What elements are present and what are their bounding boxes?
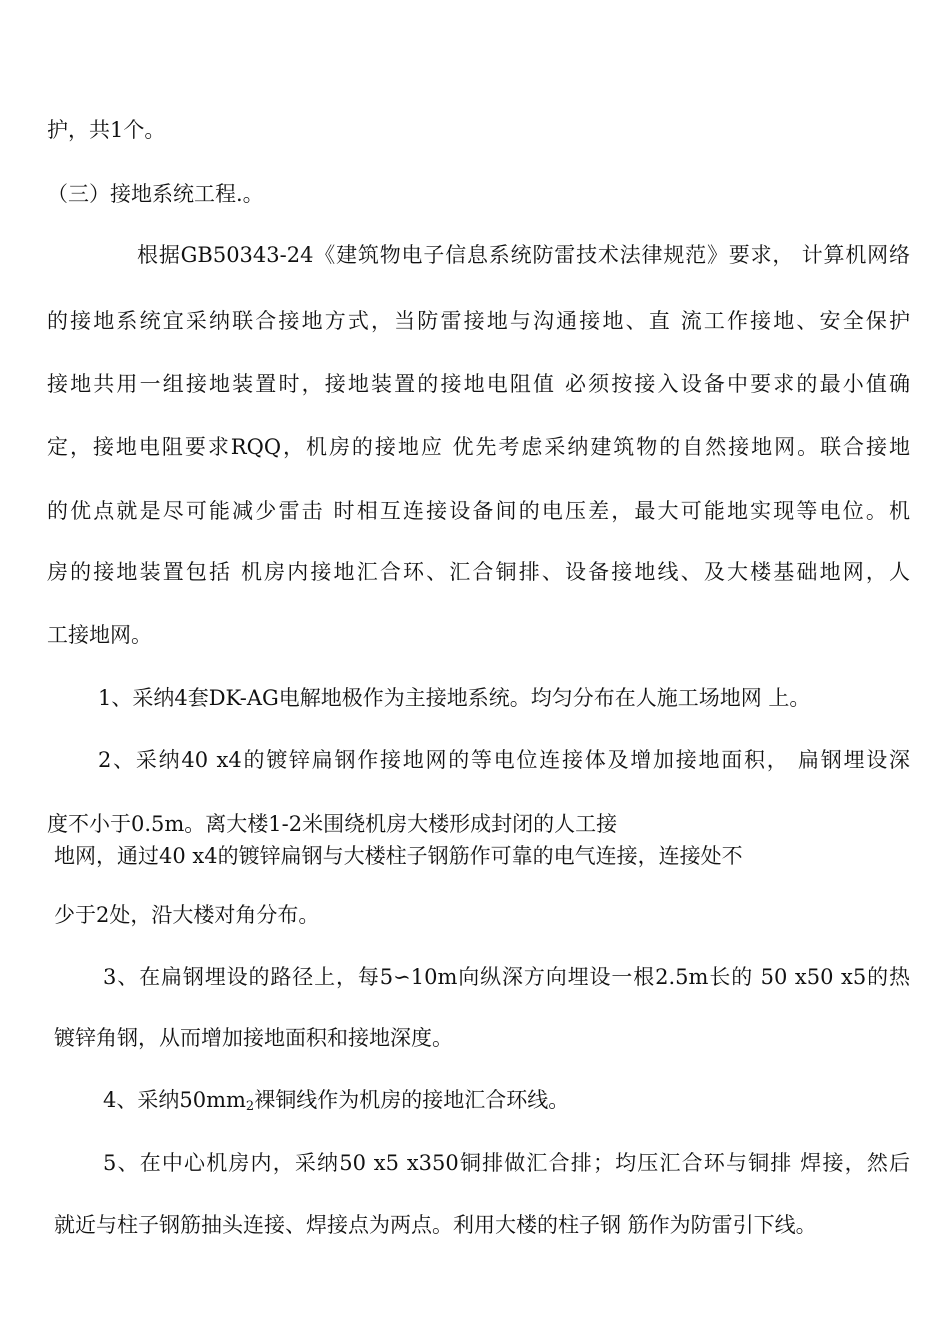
paragraph-line-4: 定，接地电阻要求RQQ，机房的接地应 优先考虑采纳建筑物的自然接地网。联合接地 — [47, 435, 910, 459]
paragraph-line-6: 房的接地装置包括 机房内接地汇合环、汇合铜排、设备接地线、及大楼基础地网，人 — [47, 560, 910, 584]
item-3-line-1: 3、在扁钢埋设的路径上，每5∽10m向纵深方向埋设一根2.5m长的 50 x50 x5的热 — [103, 965, 910, 989]
item-5-line-2: 就近与柱子钢筋抽头连接、焊接点为两点。利用大楼的柱子钢 筋作为防雷引下线。 — [54, 1213, 817, 1237]
item-4-text-a: 4、采纳50mm — [103, 1088, 246, 1112]
item-5-line-1: 5、在中心机房内，采纳50 x5 x350铜排做汇合排；均压汇合环与铜排 焊接，然后 — [103, 1151, 910, 1175]
paragraph-line-2: 的接地系统宜采纳联合接地方式，当防雷接地与沟通接地、直 流工作接地、安全保护 — [47, 309, 910, 333]
text-line-1: 护，共1个。 — [47, 118, 166, 142]
section-heading: （三）接地系统工程.。 — [47, 182, 264, 206]
item-1-line-1: 1、采纳4套DK-AG电解地极作为主接地系统。均匀分布在人施工场地网 上。 — [98, 686, 811, 710]
item-4-subscript: 2 — [245, 1099, 255, 1114]
paragraph-line-1: 根据GB50343-24《建筑物电子信息系统防雷技术法律规范》要求， 计算机网络 — [137, 243, 910, 267]
paragraph-line-7: 工接地网。 — [47, 623, 152, 647]
item-2-line-1: 2、采纳40 x4的镀锌扁钢作接地网的等电位连接体及增加接地面积， 扁钢埋设深 — [98, 748, 910, 772]
item-2-line-4: 少于2处，沿大楼对角分布。 — [54, 903, 320, 927]
item-2-line-3: 地网，通过40 x4的镀锌扁钢与大楼柱子钢筋作可靠的电气连接，连接处不 — [54, 844, 743, 868]
item-2-line-2: 度不小于0.5m。离大楼1-2米围绕机房大楼形成封闭的人工接 — [47, 812, 618, 836]
paragraph-line-5: 的优点就是尽可能减少雷击 时相互连接设备间的电压差，最大可能地实现等电位。机 — [47, 499, 910, 523]
item-3-line-2: 镀锌角钢，从而增加接地面积和接地深度。 — [54, 1026, 453, 1050]
item-4-text-b: 裸铜线作为机房的接地汇合环线。 — [254, 1088, 570, 1112]
item-4-line-1 — [103, 1090, 569, 1113]
paragraph-line-3: 接地共用一组接地装置时，接地装置的接地电阻值 必须按接入设备中要求的最小值确 — [47, 372, 911, 396]
